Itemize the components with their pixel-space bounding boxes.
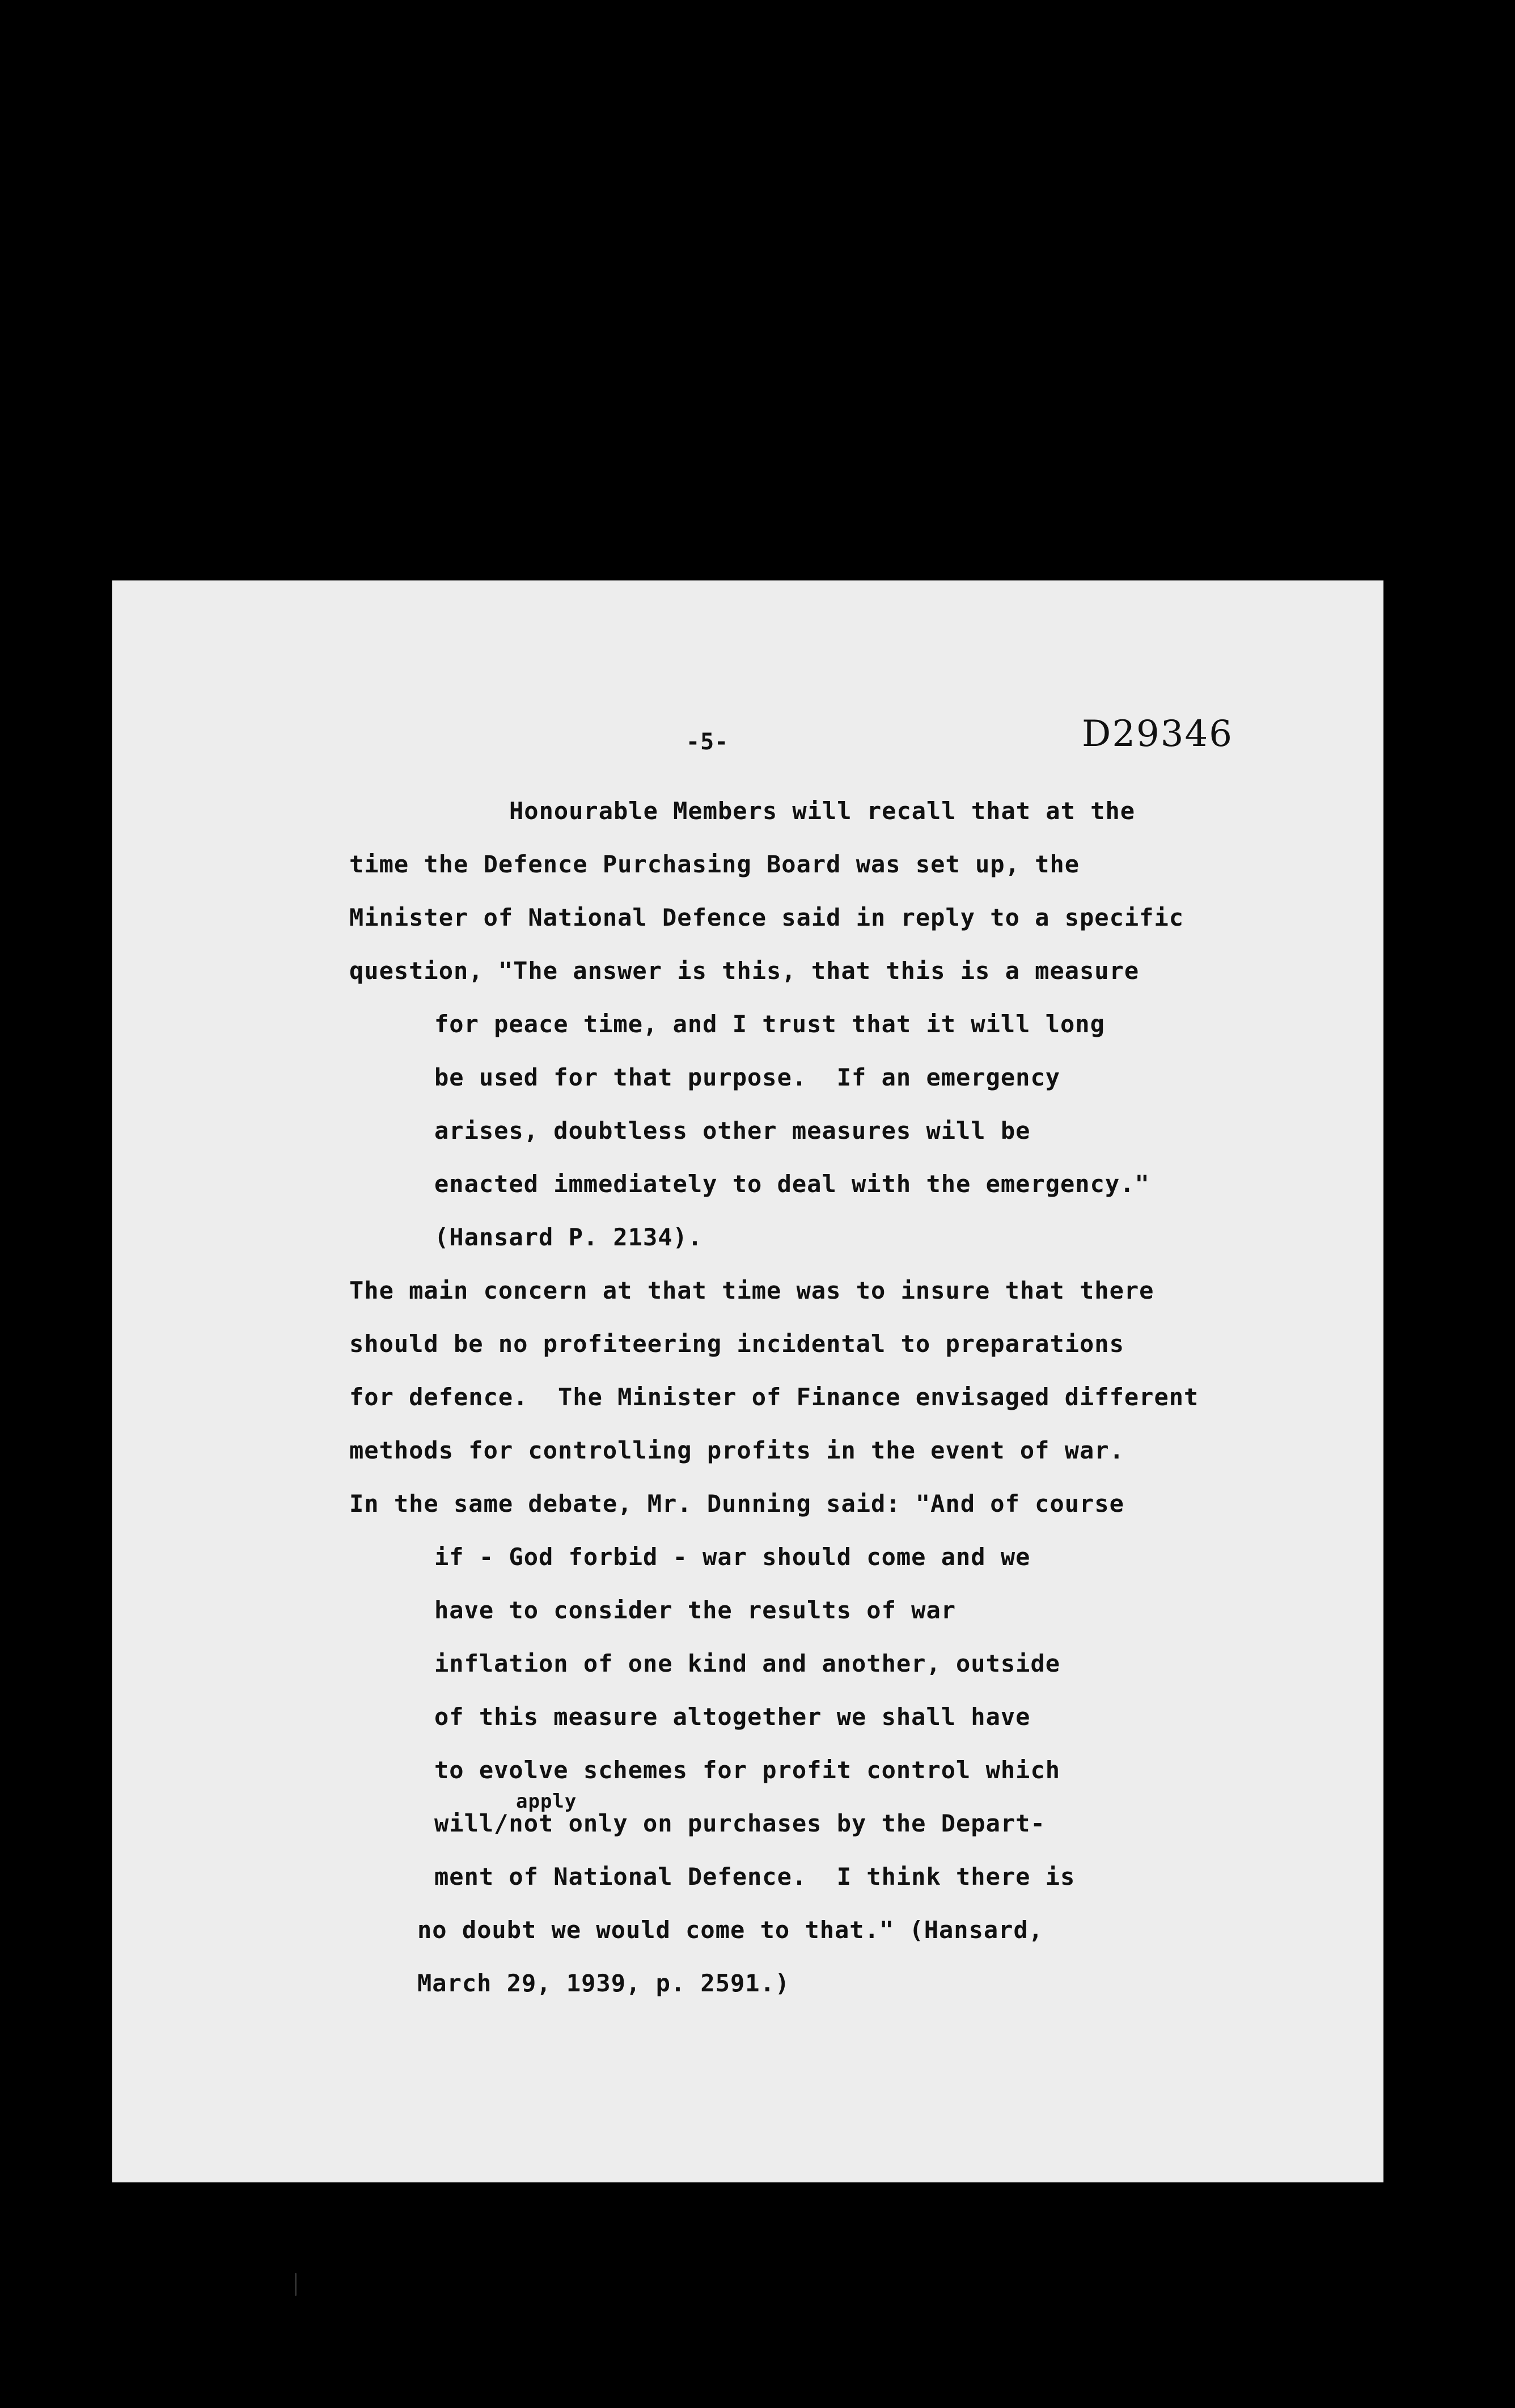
paragraph-2-line: for defence. The Minister of Finance envisaged different xyxy=(349,1383,1199,1411)
paragraph-1-line: question, "The answer is this, that this is a measure xyxy=(349,957,1140,985)
scan-speck xyxy=(295,2273,297,2296)
paragraph-2-line: In the same debate, Mr. Dunning said: "And of course xyxy=(349,1490,1124,1517)
paragraph-1-line: time the Defence Purchasing Board was set up, the xyxy=(349,850,1080,878)
quote-2-line: if - God forbid - war should come and we xyxy=(434,1543,1031,1571)
handwritten-insertion: apply xyxy=(516,1790,577,1813)
quote-2-line: inflation of one kind and another, outside xyxy=(434,1650,1061,1677)
quote-2-line: of this measure altogether we shall have xyxy=(434,1703,1031,1731)
quote-1-line: arises, doubtless other measures will be xyxy=(434,1117,1031,1144)
page-number: -5- xyxy=(686,729,729,755)
quote-1-line: enacted immediately to deal with the emergency." xyxy=(434,1170,1150,1198)
quote-2-line: to evolve schemes for profit control which xyxy=(434,1756,1061,1784)
quote-2-line: March 29, 1939, p. 2591.) xyxy=(417,1969,790,1997)
paragraph-1-line: Minister of National Defence said in reply to a specific xyxy=(349,904,1184,931)
document-number: D29346 xyxy=(1082,713,1233,755)
quote-2-line: ment of National Defence. I think there is xyxy=(434,1863,1076,1890)
paragraph-2-line: methods for controlling profits in the event of war. xyxy=(349,1436,1124,1464)
quote-2-line: no doubt we would come to that." (Hansard, xyxy=(417,1916,1044,1944)
document-page xyxy=(112,580,1383,2182)
paragraph-2-line: The main concern at that time was to insure that there xyxy=(349,1277,1154,1304)
quote-2-line: have to consider the results of war xyxy=(434,1596,957,1624)
quote-2-line: will/not only on purchases by the Depart- xyxy=(434,1809,1046,1837)
paragraph-2-line: should be no profiteering incidental to preparations xyxy=(349,1330,1124,1358)
quote-1-line: for peace time, and I trust that it will long xyxy=(434,1010,1105,1038)
quote-1-line: (Hansard P. 2134). xyxy=(434,1223,703,1251)
quote-1-line: be used for that purpose. If an emergency xyxy=(434,1063,1061,1091)
paragraph-1-line: Honourable Members will recall that at the xyxy=(509,797,1136,825)
